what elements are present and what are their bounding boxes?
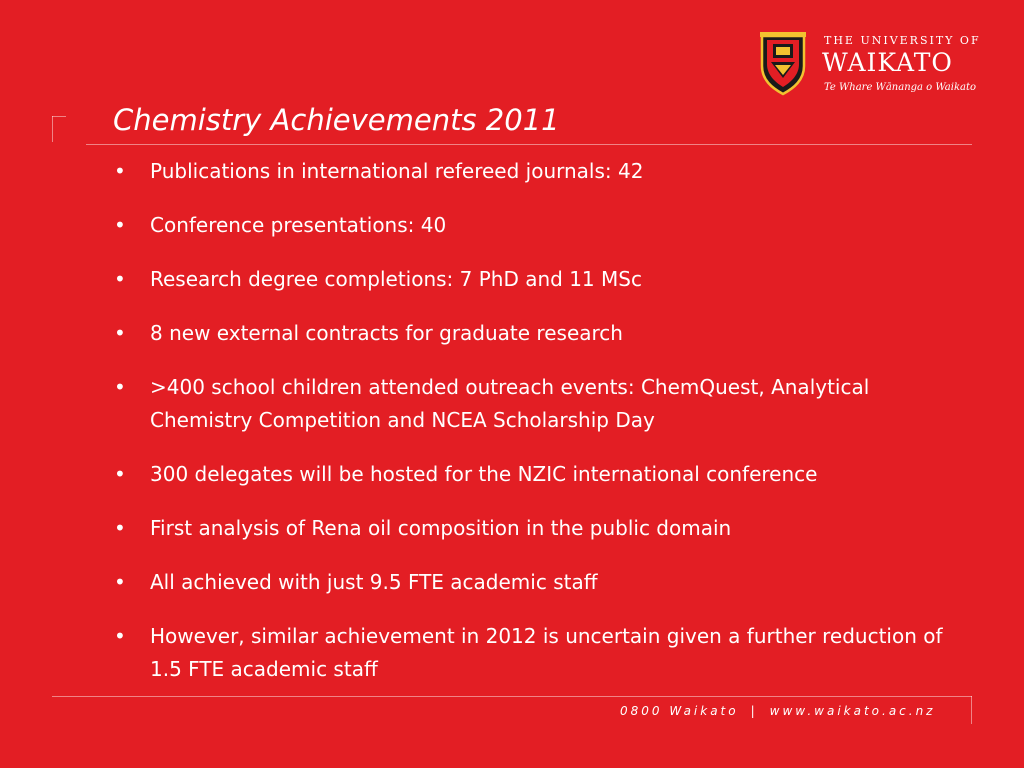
bullet-item — [110, 371, 960, 437]
bullet-item — [110, 458, 960, 491]
frame-line — [971, 696, 972, 724]
bullet-dot: • — [114, 213, 126, 237]
university-crest-icon — [758, 30, 808, 96]
footer-separator: | — [750, 704, 758, 718]
bullet-text: 8 new external contracts for graduate research — [150, 321, 623, 345]
bullet-item — [110, 317, 960, 350]
bullet-text: 300 delegates will be hosted for the NZIC international conference — [150, 462, 818, 486]
bullet-text: However, similar achievement in 2012 is uncertain given a further reduction of 1.5 FTE academic staff — [150, 624, 943, 681]
university-label: THE UNIVERSITY OF — [824, 34, 981, 47]
bullet-dot: • — [114, 624, 126, 648]
bullet-text: All achieved with just 9.5 FTE academic staff — [150, 570, 598, 594]
bullet-dot: • — [114, 159, 126, 183]
bullet-item — [110, 512, 960, 545]
frame-line — [52, 116, 66, 117]
slide-title: Chemistry Achievements 2011 — [113, 103, 560, 137]
university-logo — [758, 30, 981, 100]
bullet-dot: • — [114, 375, 126, 399]
bullet-dot: • — [114, 516, 126, 540]
bullet-dot: • — [114, 570, 126, 594]
footer-phone: 0800 Waikato — [620, 704, 739, 718]
bullet-list — [110, 155, 960, 707]
bullet-dot: • — [114, 462, 126, 486]
frame-line — [52, 116, 53, 142]
bullet-text: >400 school children attended outreach events: ChemQuest, Analytical Chemistry Competition and NCEA Scholarship Day — [150, 375, 870, 432]
bullet-item — [110, 263, 960, 296]
bullet-item — [110, 155, 960, 188]
bullet-text: Conference presentations: 40 — [150, 213, 447, 237]
footer-website: www.waikato.ac.nz — [769, 704, 936, 718]
footer-contact — [620, 704, 935, 718]
university-name: WAIKATO — [822, 48, 953, 77]
bullet-item — [110, 566, 960, 599]
bullet-dot: • — [114, 321, 126, 345]
university-tagline: Te Whare Wānanga o Waikato — [824, 82, 977, 93]
bullet-item — [110, 620, 960, 686]
bullet-text: Research degree completions: 7 PhD and 11 MSc — [150, 267, 642, 291]
bullet-text: First analysis of Rena oil composition in the public domain — [150, 516, 732, 540]
bullet-text: Publications in international refereed journals: 42 — [150, 159, 644, 183]
bullet-item — [110, 209, 960, 242]
title-divider — [86, 144, 972, 145]
bullet-dot: • — [114, 267, 126, 291]
